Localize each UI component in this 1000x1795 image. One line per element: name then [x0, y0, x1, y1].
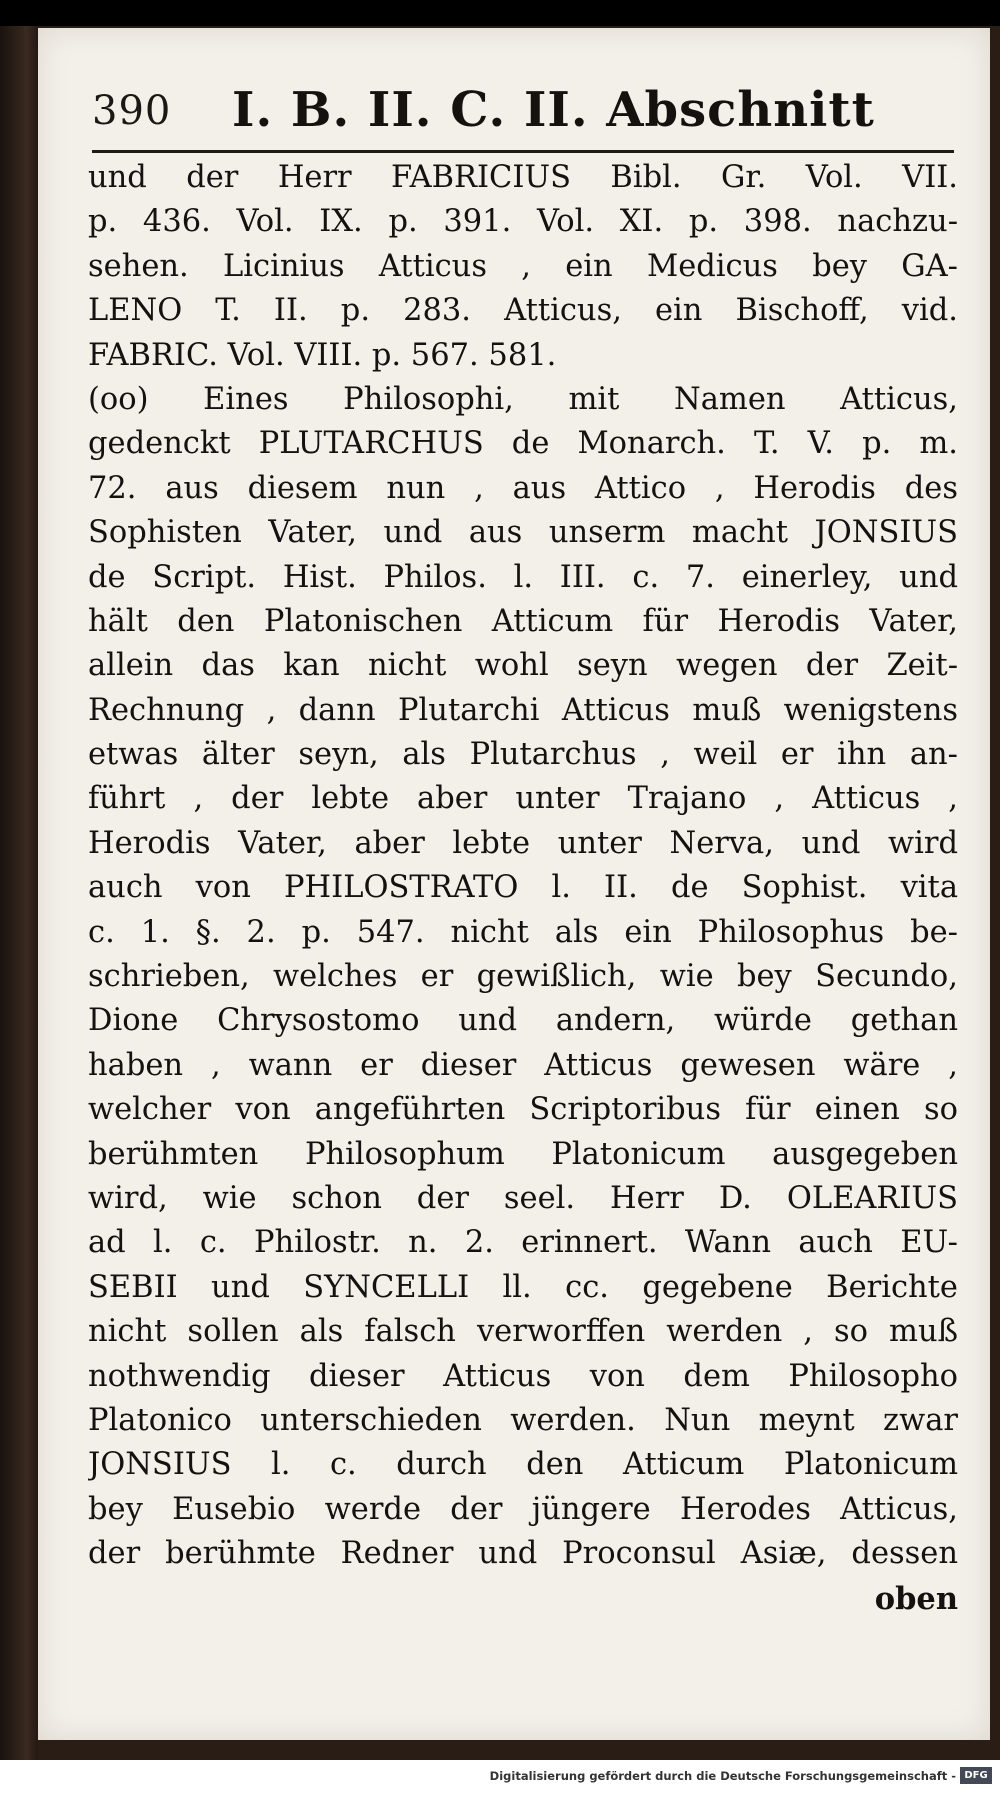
dfg-logo: DFG — [960, 1767, 992, 1784]
text-line: nothwendig dieser Atticus von dem Philosopho — [88, 1358, 958, 1394]
page-header — [92, 70, 952, 150]
text-line: und der Herr FABRICIUS Bibl. Gr. Vol. VII. — [88, 160, 958, 195]
text-line: führt , der lebte aber unter Trajano , Atticus , — [88, 781, 958, 817]
header-rule — [92, 150, 954, 153]
text-line: bey Eusebio werde der jüngere Herodes Atticus, — [88, 1491, 958, 1527]
text-line: FABRIC. Vol. VIII. p. 567. 581. — [88, 337, 557, 373]
text-line: auch von PHILOSTRATO l. II. de Sophist. vita — [88, 870, 958, 906]
text-line: c. 1. §. 2. p. 547. nicht als ein Philosophus be- — [88, 914, 958, 950]
text-line: schrieben, welches er gewißlich, wie bey Secundo, — [88, 959, 958, 995]
text-line: allein das kan nicht wohl seyn wegen der Zeit- — [88, 648, 958, 684]
text-line: Platonico unterschieden werden. Nun meynt zwar — [88, 1402, 958, 1438]
running-head: I. B. II. C. II. Abschnitt — [232, 82, 875, 138]
text-line: de Script. Hist. Philos. l. III. c. 7. einerley, und — [88, 559, 958, 595]
text-line: ad l. c. Philostr. n. 2. erinnert. Wann auch EU- — [88, 1225, 958, 1261]
text-line: 72. aus diesem nun , aus Attico , Herodis des — [88, 470, 958, 506]
text-line: wird, wie schon der seel. Herr D. OLEARIUS — [88, 1180, 958, 1216]
text-line: Sophisten Vater, und aus unserm macht JONSIUS — [88, 515, 958, 551]
text-line: sehen. Licinius Atticus , ein Medicus bey GA- — [88, 248, 958, 284]
text-line: gedenckt PLUTARCHUS de Monarch. T. V. p. m. — [88, 426, 958, 462]
page-number: 390 — [92, 88, 172, 134]
text-line: haben , wann er dieser Atticus gewesen wäre , — [88, 1047, 958, 1083]
text-line: (oo) Eines Philosophi, mit Namen Atticus, — [88, 381, 958, 417]
text-line: welcher von angeführten Scriptoribus für einen so — [88, 1092, 958, 1128]
text-line: SEBII und SYNCELLI ll. cc. gegebene Berichte — [88, 1269, 958, 1305]
text-line: der berühmte Redner und Proconsul Asiæ, dessen — [88, 1536, 958, 1572]
text-line: berühmten Philosophum Platonicum ausgegeben — [88, 1136, 958, 1172]
text-line: etwas älter seyn, als Plutarchus , weil er ihn an- — [88, 737, 958, 773]
text-line: Dione Chrysostomo und andern, würde gethan — [88, 1003, 958, 1039]
text-line: nicht sollen als falsch verworffen werden , so muß — [88, 1314, 958, 1350]
footer-bar — [0, 1760, 1000, 1795]
page-body-text — [88, 156, 958, 1621]
text-line: Rechnung , dann Plutarchi Atticus muß wenigstens — [88, 692, 958, 728]
digitization-credit: Digitalisierung gefördert durch die Deutsche Forschungsgemeinschaft - — [489, 1769, 956, 1783]
catchword: oben — [874, 1580, 958, 1617]
text-line: Herodis Vater, aber lebte unter Nerva, und wird — [88, 825, 958, 861]
text-line: LENO T. II. p. 283. Atticus, ein Bischoff, vid. — [88, 293, 958, 329]
text-line: hält den Platonischen Atticum für Herodis Vater, — [88, 603, 958, 639]
text-line: JONSIUS l. c. durch den Atticum Platonicum — [88, 1447, 958, 1483]
text-line: p. 436. Vol. IX. p. 391. Vol. XI. p. 398. nachzu- — [88, 204, 958, 240]
